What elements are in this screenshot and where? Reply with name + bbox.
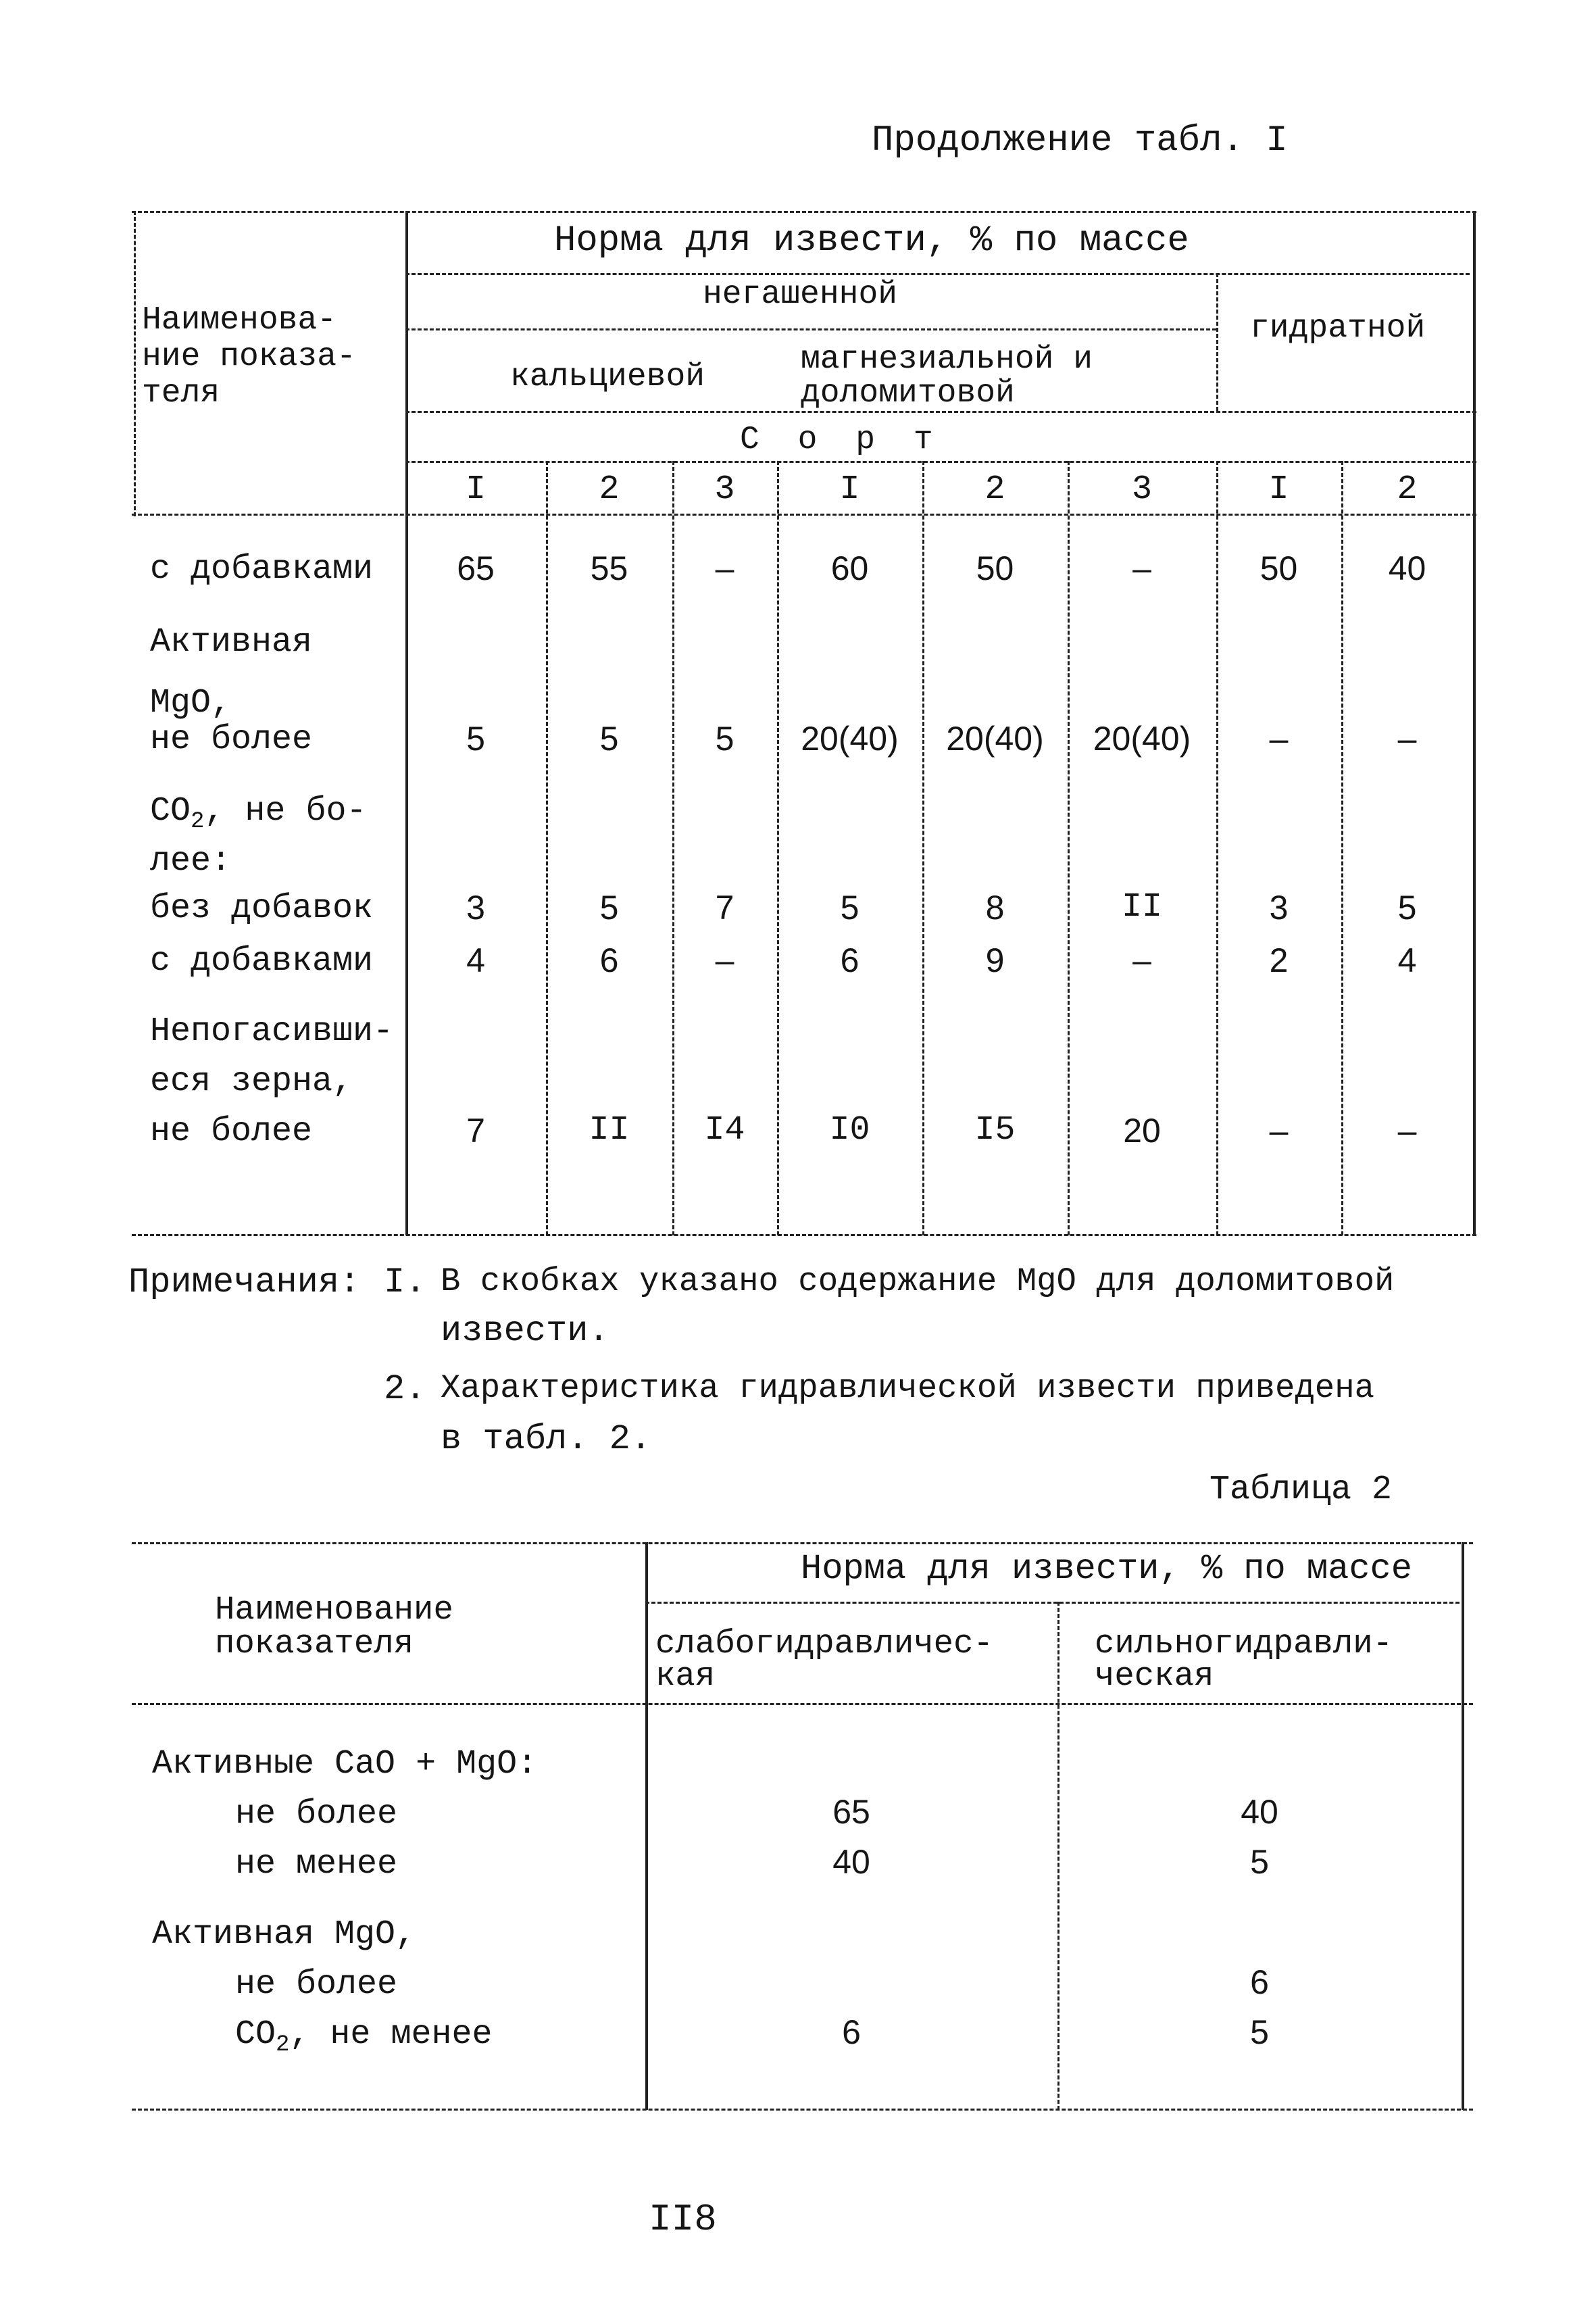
t2-header-norm: Норма для извести, % по массе	[801, 1549, 1412, 1589]
t1-cell: 20	[1123, 1112, 1161, 1150]
t1-row-label: лее:	[150, 842, 232, 881]
t1-header-grade: С о р т	[740, 422, 943, 458]
t1-left-border	[134, 211, 136, 516]
t1-header-quicklime: негашенной	[703, 276, 898, 313]
t1-grade: 2	[984, 470, 1005, 509]
t1-cell: –	[715, 941, 734, 979]
t1-co2-text-2: , не бо-	[204, 792, 367, 831]
t2-col-name-1: Наименование	[215, 1591, 453, 1629]
t1-col-name-2: ние показа-	[142, 339, 356, 375]
t1-cell: 3	[466, 889, 485, 927]
t1-right-border	[1473, 211, 1476, 1235]
continuation-header: Продолжение табл. I	[872, 120, 1288, 162]
t2-rule-header-end	[132, 1703, 1473, 1705]
t2-col-name-2: показателя	[215, 1625, 414, 1663]
t2-col-weak-1: слабогидравличес-	[655, 1625, 993, 1663]
t1-cell: 5	[715, 720, 734, 758]
t1-cell: 65	[457, 549, 495, 587]
t1-cell: 50	[976, 549, 1014, 587]
t1-co2-sub: 2	[191, 808, 205, 835]
t1-cell: –	[1132, 549, 1151, 587]
t1-rule-subtype	[405, 328, 1216, 330]
t2-col-strong-2: ческая	[1095, 1657, 1214, 1695]
t1-cell: 6	[840, 941, 859, 979]
t2-cell: 5	[1250, 2013, 1269, 2051]
t1-bottom-rule	[132, 1234, 1476, 1236]
t1-rule-header-end	[132, 514, 1476, 516]
t1-cell: 5	[466, 720, 485, 758]
t1-cell: 20(40)	[946, 720, 1044, 758]
t1-row-label: еся зерна,	[150, 1062, 353, 1101]
t1-header-calcium: кальциевой	[510, 359, 705, 395]
t2-row-label	[235, 2015, 493, 2058]
t1-grade: 3	[1131, 470, 1152, 509]
t1-header-hydrated: гидратной	[1250, 310, 1426, 347]
t1-row-label: с добавками	[150, 942, 374, 981]
t1-cell: 2	[1269, 941, 1289, 979]
t1-header-magnesian-1: магнезиальной и	[801, 341, 1093, 378]
t1-grade: 2	[599, 470, 620, 509]
t1-cell: 5	[1397, 889, 1417, 927]
t1-cell: 3	[1269, 889, 1289, 927]
t1-row-label: не более	[150, 720, 313, 759]
t2-row-label: не более	[235, 1795, 398, 1833]
t2-cell: 40	[832, 1843, 870, 1881]
t1-grade: 2	[1397, 470, 1418, 509]
t2-right-border	[1462, 1542, 1464, 2110]
t1-cell: 5	[599, 889, 619, 927]
t1-row-label: без добавок	[150, 889, 374, 928]
t1-cell: –	[1397, 1112, 1417, 1150]
note-1-line-2: извести.	[441, 1311, 609, 1351]
t2-co2-text-2: , не менее	[289, 2015, 493, 2054]
t1-hydrated-divider	[1216, 273, 1218, 411]
t1-row-label: MgO,	[150, 684, 232, 722]
t2-row-label: не более	[235, 1965, 398, 2004]
t1-cell: I5	[974, 1111, 1016, 1150]
t2-row-label: Активная MgO,	[152, 1915, 416, 1954]
t1-cell: 6	[599, 941, 619, 979]
t1-row-label	[150, 792, 367, 835]
t1-header-magnesian-2: доломитовой	[801, 375, 1015, 412]
t1-header-norm: Норма для извести, % по массе	[554, 220, 1189, 262]
t1-top-rule	[132, 211, 1476, 213]
t1-cell: 40	[1388, 549, 1426, 587]
note-1-number: I.	[384, 1262, 426, 1302]
t2-row-label: не менее	[235, 1845, 398, 1884]
t1-cell: 55	[590, 549, 628, 587]
t1-cell: –	[1269, 1112, 1289, 1150]
t1-row-label: не более	[150, 1112, 313, 1151]
t1-cell: 20(40)	[801, 720, 899, 758]
t1-cell: –	[715, 549, 734, 587]
t1-cell: –	[1397, 720, 1417, 758]
t1-cell: 7	[715, 889, 734, 927]
t2-row-label: Активные CaO + MgO:	[152, 1745, 538, 1783]
t2-co2-sub: 2	[276, 2032, 290, 2058]
t2-cell: 6	[1250, 1963, 1269, 2001]
note-2-line-1: Характеристика гидравлической извести приведена	[441, 1369, 1375, 1407]
t2-top-rule	[132, 1542, 1473, 1544]
page-number: II8	[649, 2198, 717, 2241]
t2-co2-text: CO	[235, 2015, 276, 2054]
t1-cell: I4	[704, 1111, 745, 1150]
t2-cell: 6	[842, 2013, 861, 2051]
t1-row-label: Активная	[150, 623, 313, 662]
t1-col-name-1: Наименова-	[142, 302, 337, 339]
t1-cell: –	[1132, 941, 1151, 979]
t2-col-weak-2: кая	[655, 1657, 716, 1695]
t1-cell: 20(40)	[1093, 720, 1191, 758]
note-1-line-1: В скобках указано содержание MgO для доломитовой	[441, 1262, 1395, 1300]
t1-cell: 8	[985, 889, 1005, 927]
t1-row-label: Непогасивши-	[150, 1012, 394, 1051]
t1-cell: 5	[840, 889, 859, 927]
t1-rule-quicklime	[405, 273, 1470, 275]
t1-cell: II	[1121, 888, 1162, 927]
t2-rule-norm	[645, 1602, 1460, 1604]
t1-grade: I	[465, 470, 486, 509]
t1-cell: II	[589, 1111, 630, 1150]
t2-cell: 65	[832, 1793, 870, 1831]
t1-co2-text: CO	[150, 792, 191, 831]
t1-cell: 4	[1397, 941, 1417, 979]
t1-grade: I	[839, 470, 860, 509]
notes-label: Примечания:	[128, 1262, 361, 1302]
t1-cell: 50	[1260, 549, 1298, 587]
t1-cell: 7	[466, 1112, 485, 1150]
table-2-title: Таблица 2	[1210, 1471, 1393, 1509]
t1-row-label: с добавками	[150, 550, 374, 589]
t2-col-strong-1: сильногидравли-	[1095, 1625, 1393, 1663]
t2-cell: 40	[1241, 1793, 1278, 1831]
note-2-line-2: в табл. 2.	[441, 1419, 652, 1459]
note-2-number: 2.	[384, 1369, 426, 1409]
t1-cell: –	[1269, 720, 1289, 758]
t1-col-name-3: теля	[142, 375, 220, 412]
t1-rule-grades	[405, 461, 1476, 463]
t2-cell: 5	[1250, 1843, 1269, 1881]
t1-cell: 9	[985, 941, 1005, 979]
t1-cell: 4	[466, 941, 485, 979]
t1-grade: 3	[714, 470, 735, 509]
t1-cell: I0	[829, 1111, 870, 1150]
t1-cell: 5	[599, 720, 619, 758]
t2-bottom-rule	[132, 2109, 1473, 2111]
t1-grade: I	[1268, 470, 1289, 509]
t1-cell: 60	[830, 549, 869, 587]
